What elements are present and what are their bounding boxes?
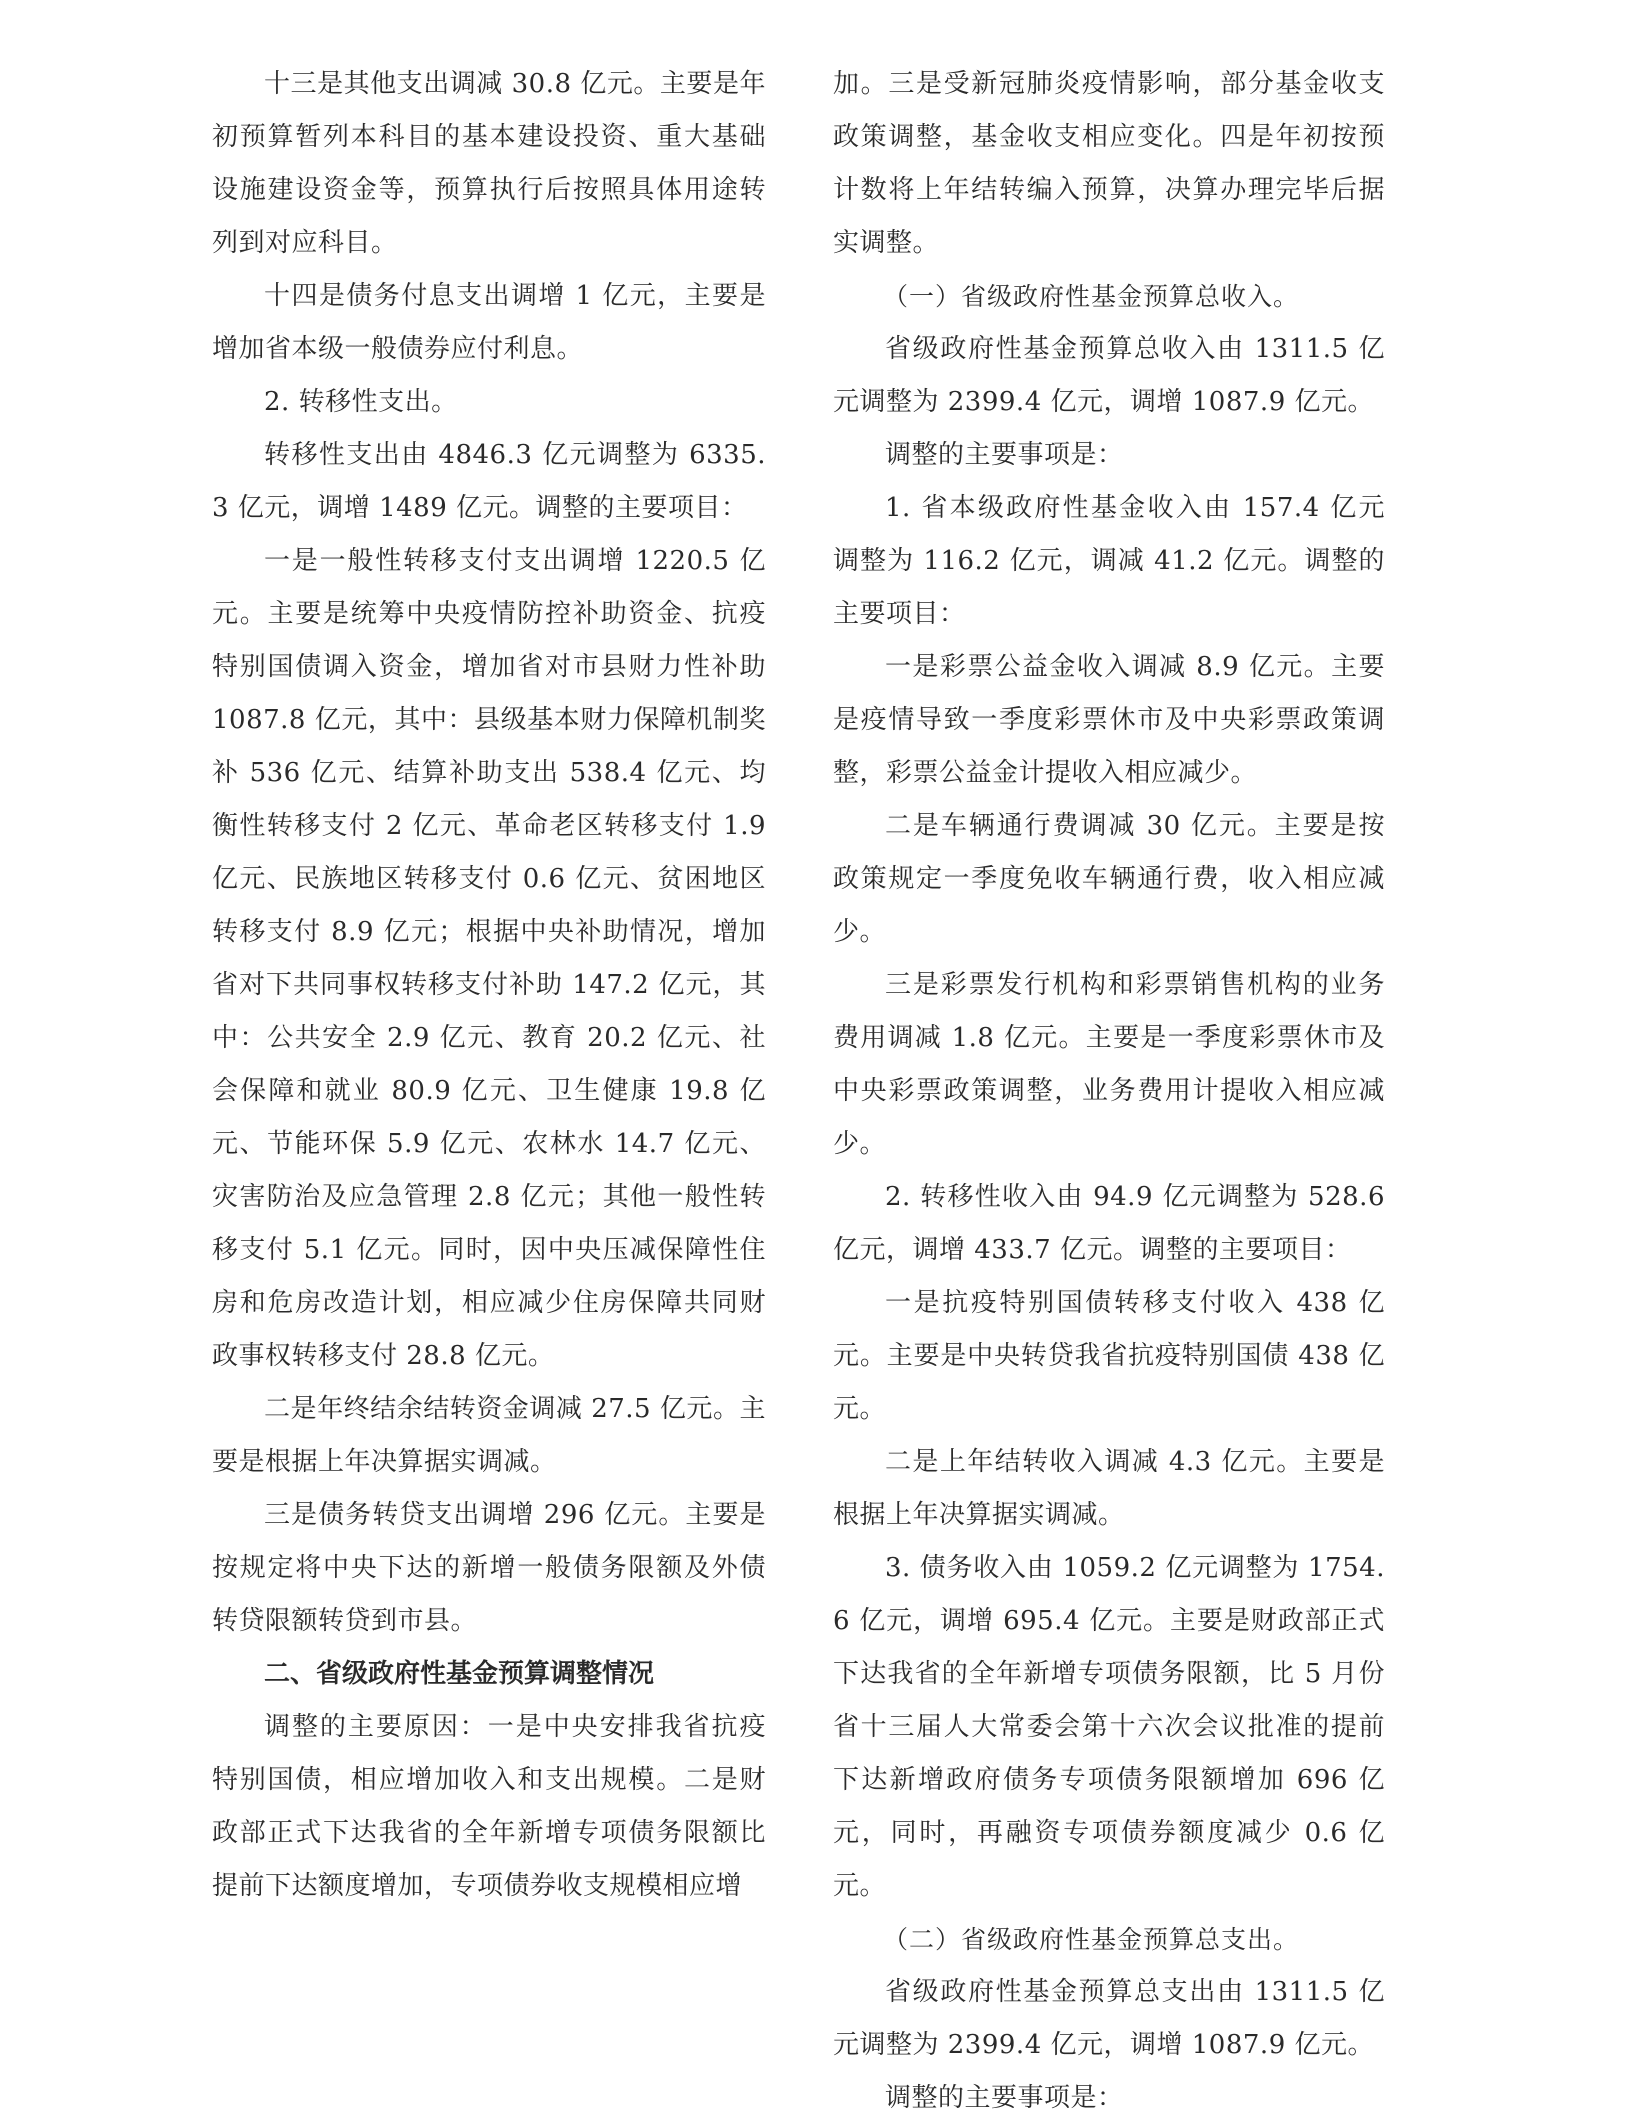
paragraph: 一是彩票公益金收入调减 8.9 亿元。主要是疫情导致一季度彩票休市及中央彩票政策调整，彩票公益金计提收入相应减少。 xyxy=(833,652,1385,788)
paragraph: 三是彩票发行机构和彩票销售机构的业务费用调减 1.8 亿元。主要是一季度彩票休市及中央彩票政策调整，业务费用计提收入相应减少。 xyxy=(833,970,1385,1159)
paragraph: 省级政府性基金预算总收入由 1311.5 亿元调整为 2399.4 亿元，调增 1087.9 亿元。 xyxy=(833,334,1385,417)
right-column xyxy=(833,58,1385,2125)
paragraph: 一是一般性转移支付支出调增 1220.5 亿元。主要是统筹中央疫情防控补助资金、抗疫特别国债调入资金，增加省对市县财力性补助 1087.8 亿元，其中：县级基本财力保障机制奖补 536 亿元、结算补助支出 538.4 亿元、均衡性转移支付 2 亿元、革命老区转移支付 1.9 亿元、民族地区转移支付 0.6 亿元、贫困地区转移支付 8.9 亿元；根据中央补助情况，增加省对下共同事权转移支付补助 147.2 亿元，其中：公共安全 2.9 亿元、教育 20.2 亿元、社会保障和就业 80.9 亿元、卫生健康 19.8 亿元、节能环保 5.9 亿元、农林水 14.7 亿元、灾害防治及应急管理 2.8 亿元；其他一般性转移支付 5.1 亿元。同时，因中央压减保障性住房和危房改造计划，相应减少住房保障共同财政事权转移支付 28.8 亿元。 xyxy=(212,546,766,1371)
subsection-heading: （一）省级政府性基金预算总收入。 xyxy=(883,282,1300,311)
paragraph: 二是年终结余结转资金调减 27.5 亿元。主要是根据上年决算据实调减。 xyxy=(212,1394,766,1477)
paragraph: 二是上年结转收入调减 4.3 亿元。主要是根据上年决算据实调减。 xyxy=(833,1447,1385,1530)
paragraph: 1. 省本级政府性基金收入由 157.4 亿元调整为 116.2 亿元，调减 41.2 亿元。调整的主要项目： xyxy=(833,493,1385,629)
paragraph: 二是车辆通行费调减 30 亿元。主要是按政策规定一季度免收车辆通行费，收入相应减少。 xyxy=(833,811,1385,947)
paragraph-continuation: 加。三是受新冠肺炎疫情影响，部分基金收支政策调整，基金收支相应变化。四是年初按预计数将上年结转编入预算，决算办理完毕后据实调整。 xyxy=(833,69,1385,258)
paragraph: 省级政府性基金预算总支出由 1311.5 亿元调整为 2399.4 亿元，调增 1087.9 亿元。 xyxy=(833,1977,1385,2060)
paragraph: 2. 转移性收入由 94.9 亿元调整为 528.6 亿元，调增 433.7 亿元。调整的主要项目： xyxy=(833,1182,1385,1265)
paragraph: 2. 转移性支出。 xyxy=(264,387,458,417)
paragraph: 调整的主要事项是： xyxy=(885,2083,1124,2113)
paragraph: 十四是债务付息支出调增 1 亿元，主要是增加省本级一般债券应付利息。 xyxy=(212,281,766,364)
paragraph: 一是抗疫特别国债转移支付收入 438 亿元。主要是中央转贷我省抗疫特别国债 438 亿元。 xyxy=(833,1288,1385,1424)
left-column xyxy=(212,58,766,1913)
paragraph: 调整的主要事项是： xyxy=(885,440,1124,470)
paragraph: 十三是其他支出调减 30.8 亿元。主要是年初预算暂列本科目的基本建设投资、重大基础设施建设资金等，预算执行后按照具体用途转列到对应科目。 xyxy=(212,69,766,258)
section-heading: 二、省级政府性基金预算调整情况 xyxy=(264,1659,655,1689)
subsection-heading: （二）省级政府性基金预算总支出。 xyxy=(883,1925,1300,1954)
paragraph: 三是债务转贷支出调增 296 亿元。主要是按规定将中央下达的新增一般债务限额及外债转贷限额转贷到市县。 xyxy=(212,1500,766,1636)
paragraph: 3. 债务收入由 1059.2 亿元调整为 1754.6 亿元，调增 695.4 亿元。主要是财政部正式下达我省的全年新增专项债务限额，比 5 月份省十三届人大常委会第十六次会议批准的提前下达新增政府债务专项债务限额增加 696 亿元，同时，再融资专项债券额度减少 0.6 亿元。 xyxy=(833,1553,1385,1901)
paragraph: 调整的主要原因：一是中央安排我省抗疫特别国债，相应增加收入和支出规模。二是财政部正式下达我省的全年新增专项债务限额比提前下达额度增加，专项债券收支规模相应增 xyxy=(212,1712,766,1901)
paragraph: 转移性支出由 4846.3 亿元调整为 6335.3 亿元，调增 1489 亿元。调整的主要项目： xyxy=(212,440,766,523)
